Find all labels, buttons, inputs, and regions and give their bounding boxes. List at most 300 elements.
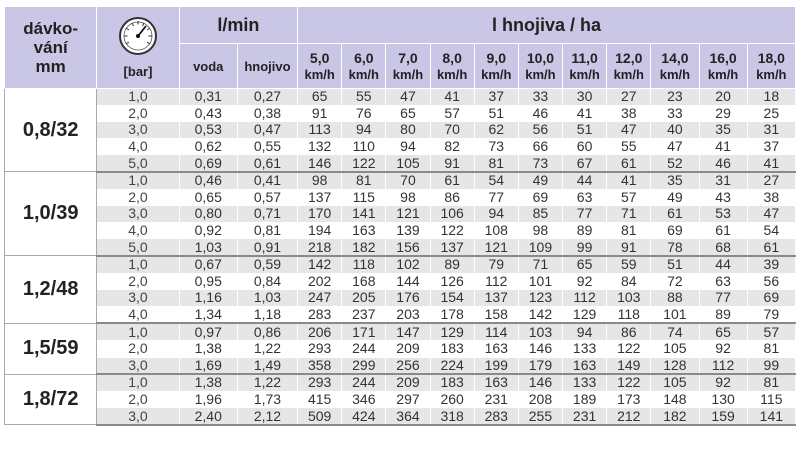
rate-cell: 61: [651, 206, 699, 223]
rate-cell: 18: [747, 89, 795, 106]
rate-cell: 78: [651, 239, 699, 256]
rate-cell: 94: [474, 206, 518, 223]
speed-header: [298, 44, 342, 89]
fertilizer-flow-cell: 0,41: [237, 172, 297, 189]
pressure-cell: 3,0: [97, 357, 179, 374]
fertilizer-flow-cell: 0,71: [237, 206, 297, 223]
table-row: [5, 408, 796, 425]
rate-cell: 256: [386, 357, 430, 374]
rate-cell: 99: [747, 357, 795, 374]
pressure-cell: 2,0: [97, 189, 179, 206]
rate-cell: 146: [298, 155, 342, 172]
rate-cell: 205: [342, 290, 386, 307]
rate-cell: 105: [651, 374, 699, 391]
rate-cell: 49: [651, 189, 699, 206]
rate-cell: 47: [607, 122, 651, 139]
water-flow-cell: 0,92: [179, 222, 237, 239]
nozzle-size: 0,8/32: [5, 89, 97, 172]
rate-cell: 51: [563, 122, 607, 139]
flow-title: l/min: [179, 7, 297, 44]
table-row: [5, 222, 796, 239]
water-flow-cell: 1,38: [179, 340, 237, 357]
rate-cell: 57: [747, 323, 795, 340]
table-row: [5, 374, 796, 391]
rate-cell: 133: [563, 340, 607, 357]
pressure-cell: 1,0: [97, 323, 179, 340]
speed-unit: km/h: [525, 66, 556, 82]
rate-cell: 163: [474, 340, 518, 357]
rate-cell: 81: [474, 155, 518, 172]
speed-unit: km/h: [481, 66, 512, 82]
rate-cell: 129: [430, 323, 474, 340]
rate-cell: 237: [342, 306, 386, 323]
rate-cell: 115: [747, 391, 795, 408]
rate-cell: 358: [298, 357, 342, 374]
fertilizer-flow-cell: 0,47: [237, 122, 297, 139]
water-flow-cell: 1,38: [179, 374, 237, 391]
table-row: [5, 189, 796, 206]
rate-cell: 130: [699, 391, 747, 408]
rate-cell: 65: [386, 105, 430, 122]
fertilizer-flow-cell: 1,73: [237, 391, 297, 408]
rate-cell: 202: [298, 273, 342, 290]
speed-header: [474, 44, 518, 89]
nozzle-size: 1,8/72: [5, 374, 97, 425]
rate-cell: 118: [342, 256, 386, 273]
speed-header: [699, 44, 747, 89]
fertilizer-flow-cell: 0,57: [237, 189, 297, 206]
rate-cell: 81: [747, 374, 795, 391]
dosing-header: [5, 7, 97, 89]
rate-cell: 52: [651, 155, 699, 172]
rate-cell: 70: [430, 122, 474, 139]
pressure-gauge-icon: [118, 16, 158, 56]
rate-cell: 149: [607, 357, 651, 374]
rate-cell: 41: [747, 155, 795, 172]
rate-cell: 110: [342, 138, 386, 155]
rate-cell: 71: [607, 206, 651, 223]
rate-cell: 98: [298, 172, 342, 189]
rate-cell: 129: [563, 306, 607, 323]
rate-cell: 39: [747, 256, 795, 273]
rate-cell: 170: [298, 206, 342, 223]
nozzle-size: 1,2/48: [5, 256, 97, 323]
rate-cell: 293: [298, 374, 342, 391]
rate-cell: 94: [386, 138, 430, 155]
rate-cell: 94: [563, 323, 607, 340]
water-flow-cell: 0,53: [179, 122, 237, 139]
rate-cell: 114: [474, 323, 518, 340]
speed-unit: km/h: [304, 66, 335, 82]
rate-cell: 86: [430, 189, 474, 206]
rate-cell: 85: [518, 206, 562, 223]
water-flow-cell: 0,80: [179, 206, 237, 223]
rate-cell: 47: [747, 206, 795, 223]
rate-cell: 92: [563, 273, 607, 290]
rate-cell: 61: [747, 239, 795, 256]
rate-cell: 99: [563, 239, 607, 256]
rate-cell: 98: [518, 222, 562, 239]
rate-cell: 61: [430, 172, 474, 189]
rate-cell: 92: [699, 340, 747, 357]
rate-cell: 63: [699, 273, 747, 290]
rate-cell: 62: [474, 122, 518, 139]
table-row: [5, 357, 796, 374]
rate-cell: 63: [563, 189, 607, 206]
rate-cell: 255: [518, 408, 562, 425]
rate-cell: 71: [518, 256, 562, 273]
rate-cell: 159: [699, 408, 747, 425]
pressure-header: [97, 7, 179, 89]
rate-cell: 209: [386, 340, 430, 357]
rate-cell: 59: [607, 256, 651, 273]
speed-value: 16,0: [709, 49, 737, 66]
water-flow-cell: 1,03: [179, 239, 237, 256]
rate-cell: 57: [607, 189, 651, 206]
rate-cell: 183: [430, 374, 474, 391]
fertilizer-flow-cell: 0,55: [237, 138, 297, 155]
speed-unit: km/h: [756, 66, 787, 82]
speed-value: 12,0: [615, 49, 643, 66]
dosing-label-line2: vání: [33, 38, 68, 57]
pressure-cell: 2,0: [97, 273, 179, 290]
rate-cell: 415: [298, 391, 342, 408]
dosing-label-line1: dávko-: [23, 19, 79, 38]
rate-cell: 66: [518, 138, 562, 155]
rate-title: l hnojiva / ha: [298, 7, 796, 44]
rate-cell: 23: [651, 89, 699, 106]
rate-cell: 20: [699, 89, 747, 106]
rate-cell: 53: [699, 206, 747, 223]
rate-cell: 509: [298, 408, 342, 425]
dosing-table: [4, 6, 796, 426]
water-flow-cell: 0,69: [179, 155, 237, 172]
speed-value: 10,0: [526, 49, 555, 66]
rate-cell: 218: [298, 239, 342, 256]
rate-cell: 69: [747, 290, 795, 307]
rate-cell: 55: [607, 138, 651, 155]
rate-cell: 146: [518, 340, 562, 357]
water-flow-cell: 1,16: [179, 290, 237, 307]
rate-cell: 56: [747, 273, 795, 290]
rate-cell: 231: [474, 391, 518, 408]
table-row: [5, 323, 796, 340]
fertilizer-header: hnojivo: [237, 44, 297, 89]
rate-cell: 84: [607, 273, 651, 290]
rate-cell: 29: [699, 105, 747, 122]
fertilizer-flow-cell: 0,84: [237, 273, 297, 290]
fertilizer-flow-cell: 0,91: [237, 239, 297, 256]
rate-cell: 208: [518, 391, 562, 408]
speed-header: [430, 44, 474, 89]
rate-cell: 79: [474, 256, 518, 273]
rate-cell: 113: [298, 122, 342, 139]
rate-cell: 67: [563, 155, 607, 172]
speed-unit: km/h: [436, 66, 468, 82]
pressure-cell: 1,0: [97, 374, 179, 391]
rate-cell: 30: [563, 89, 607, 106]
rate-cell: 38: [607, 105, 651, 122]
rate-cell: 163: [342, 222, 386, 239]
rate-cell: 346: [342, 391, 386, 408]
pressure-cell: 4,0: [97, 222, 179, 239]
rate-cell: 144: [386, 273, 430, 290]
water-flow-cell: 1,34: [179, 306, 237, 323]
rate-cell: 118: [607, 306, 651, 323]
rate-cell: 106: [430, 206, 474, 223]
table-row: [5, 172, 796, 189]
rate-cell: 299: [342, 357, 386, 374]
rate-cell: 103: [518, 323, 562, 340]
water-flow-cell: 0,95: [179, 273, 237, 290]
water-flow-cell: 1,96: [179, 391, 237, 408]
pressure-cell: 1,0: [97, 256, 179, 273]
speed-value: 11,0: [571, 49, 598, 66]
fertilizer-flow-cell: 0,38: [237, 105, 297, 122]
rate-cell: 46: [699, 155, 747, 172]
speed-header: [386, 44, 430, 89]
rate-cell: 206: [298, 323, 342, 340]
water-flow-cell: 0,67: [179, 256, 237, 273]
water-flow-cell: 0,97: [179, 323, 237, 340]
rate-cell: 56: [518, 122, 562, 139]
rate-cell: 77: [699, 290, 747, 307]
table-row: [5, 340, 796, 357]
rate-cell: 105: [651, 340, 699, 357]
rate-cell: 81: [747, 340, 795, 357]
rate-cell: 86: [607, 323, 651, 340]
fertilizer-flow-cell: 1,22: [237, 374, 297, 391]
rate-cell: 224: [430, 357, 474, 374]
pressure-unit: [bar]: [123, 64, 153, 79]
rate-cell: 60: [563, 138, 607, 155]
pressure-cell: 3,0: [97, 206, 179, 223]
speed-value: 14,0: [661, 49, 689, 66]
rate-cell: 89: [699, 306, 747, 323]
dosing-label-line3: mm: [35, 57, 66, 76]
rate-cell: 89: [563, 222, 607, 239]
rate-cell: 139: [386, 222, 430, 239]
speed-value: 5,0: [309, 49, 330, 66]
rate-cell: 173: [607, 391, 651, 408]
pressure-cell: 5,0: [97, 155, 179, 172]
pressure-cell: 3,0: [97, 290, 179, 307]
rate-cell: 61: [607, 155, 651, 172]
rate-cell: 35: [699, 122, 747, 139]
rate-cell: 91: [607, 239, 651, 256]
fertilizer-flow-cell: 0,59: [237, 256, 297, 273]
table-row: [5, 105, 796, 122]
rate-cell: 283: [298, 306, 342, 323]
rate-cell: 209: [386, 374, 430, 391]
rate-cell: 146: [518, 374, 562, 391]
rate-cell: 156: [386, 239, 430, 256]
rate-cell: 179: [518, 357, 562, 374]
table-row: [5, 155, 796, 172]
rate-cell: 133: [563, 374, 607, 391]
speed-header: [747, 44, 795, 89]
rate-cell: 31: [747, 122, 795, 139]
rate-cell: 72: [651, 273, 699, 290]
rate-cell: 82: [430, 138, 474, 155]
water-header: voda: [179, 44, 237, 89]
rate-cell: 182: [342, 239, 386, 256]
rate-cell: 81: [342, 172, 386, 189]
rate-cell: 168: [342, 273, 386, 290]
rate-cell: 69: [651, 222, 699, 239]
rate-cell: 44: [563, 172, 607, 189]
rate-cell: 55: [342, 89, 386, 106]
speed-unit: km/h: [348, 66, 379, 82]
speed-header: [651, 44, 699, 89]
rate-cell: 101: [651, 306, 699, 323]
speed-header: [563, 44, 607, 89]
table-row: [5, 89, 796, 106]
rate-cell: 101: [518, 273, 562, 290]
table-row: [5, 239, 796, 256]
fertilizer-flow-cell: 2,12: [237, 408, 297, 425]
fertilizer-flow-cell: 1,03: [237, 290, 297, 307]
rate-cell: 122: [342, 155, 386, 172]
rate-cell: 158: [474, 306, 518, 323]
rate-cell: 182: [651, 408, 699, 425]
rate-cell: 61: [699, 222, 747, 239]
speed-value: 18,0: [757, 49, 785, 66]
rate-cell: 123: [518, 290, 562, 307]
rate-cell: 74: [651, 323, 699, 340]
water-flow-cell: 0,43: [179, 105, 237, 122]
rate-cell: 98: [386, 189, 430, 206]
rate-cell: 41: [699, 138, 747, 155]
table-row: [5, 290, 796, 307]
rate-cell: 88: [651, 290, 699, 307]
rate-cell: 25: [747, 105, 795, 122]
rate-cell: 112: [474, 273, 518, 290]
pressure-cell: 1,0: [97, 89, 179, 106]
table-row: [5, 273, 796, 290]
rate-cell: 91: [298, 105, 342, 122]
rate-cell: 35: [651, 172, 699, 189]
rate-cell: 244: [342, 374, 386, 391]
rate-cell: 109: [518, 239, 562, 256]
rate-cell: 103: [607, 290, 651, 307]
rate-cell: 293: [298, 340, 342, 357]
speed-header: [342, 44, 386, 89]
rate-cell: 142: [298, 256, 342, 273]
rate-cell: 318: [430, 408, 474, 425]
rate-cell: 41: [430, 89, 474, 106]
rate-cell: 122: [430, 222, 474, 239]
rate-cell: 41: [607, 172, 651, 189]
rate-cell: 247: [298, 290, 342, 307]
rate-cell: 364: [386, 408, 430, 425]
table-row: [5, 306, 796, 323]
rate-cell: 121: [386, 206, 430, 223]
rate-cell: 183: [430, 340, 474, 357]
rate-cell: 70: [386, 172, 430, 189]
speed-unit: km/h: [569, 66, 600, 82]
rate-cell: 142: [518, 306, 562, 323]
rate-cell: 141: [342, 206, 386, 223]
speed-value: 8,0: [442, 49, 462, 66]
rate-cell: 37: [474, 89, 518, 106]
rate-cell: 49: [518, 172, 562, 189]
rate-cell: 108: [474, 222, 518, 239]
speed-unit: km/h: [659, 66, 691, 82]
rate-cell: 102: [386, 256, 430, 273]
rate-cell: 154: [430, 290, 474, 307]
speed-unit: km/h: [392, 66, 424, 82]
nozzle-size: 1,0/39: [5, 172, 97, 256]
rate-cell: 126: [430, 273, 474, 290]
rate-cell: 147: [386, 323, 430, 340]
rate-cell: 122: [607, 340, 651, 357]
rate-cell: 27: [607, 89, 651, 106]
rate-cell: 194: [298, 222, 342, 239]
rate-cell: 31: [699, 172, 747, 189]
rate-cell: 47: [386, 89, 430, 106]
rate-cell: 47: [651, 138, 699, 155]
rate-cell: 203: [386, 306, 430, 323]
fertilizer-flow-cell: 0,81: [237, 222, 297, 239]
rate-cell: 51: [474, 105, 518, 122]
water-flow-cell: 0,62: [179, 138, 237, 155]
speed-value: 7,0: [398, 49, 418, 66]
pressure-cell: 3,0: [97, 122, 179, 139]
rate-cell: 77: [474, 189, 518, 206]
rate-cell: 57: [430, 105, 474, 122]
rate-cell: 94: [342, 122, 386, 139]
table-row: [5, 206, 796, 223]
rate-cell: 212: [607, 408, 651, 425]
pressure-cell: 5,0: [97, 239, 179, 256]
rate-cell: 73: [518, 155, 562, 172]
pressure-cell: 4,0: [97, 306, 179, 323]
rate-cell: 163: [563, 357, 607, 374]
speed-unit: km/h: [613, 66, 644, 82]
pressure-cell: 2,0: [97, 105, 179, 122]
rate-cell: 65: [699, 323, 747, 340]
rate-cell: 283: [474, 408, 518, 425]
rate-cell: 33: [651, 105, 699, 122]
water-flow-cell: 1,69: [179, 357, 237, 374]
water-flow-cell: 0,46: [179, 172, 237, 189]
rate-cell: 178: [430, 306, 474, 323]
rate-cell: 44: [699, 256, 747, 273]
rate-cell: 260: [430, 391, 474, 408]
rate-cell: 297: [386, 391, 430, 408]
speed-value: 6,0: [354, 49, 374, 66]
pressure-cell: 4,0: [97, 138, 179, 155]
table-row: [5, 122, 796, 139]
rate-cell: 199: [474, 357, 518, 374]
rate-cell: 132: [298, 138, 342, 155]
rate-cell: 137: [298, 189, 342, 206]
fertilizer-flow-cell: 1,49: [237, 357, 297, 374]
rate-cell: 41: [563, 105, 607, 122]
speed-header: [607, 44, 651, 89]
rate-cell: 89: [430, 256, 474, 273]
rate-cell: 112: [699, 357, 747, 374]
pressure-cell: 2,0: [97, 340, 179, 357]
rate-cell: 73: [474, 138, 518, 155]
rate-cell: 141: [747, 408, 795, 425]
rate-cell: 81: [607, 222, 651, 239]
rate-cell: 137: [474, 290, 518, 307]
rate-cell: 92: [699, 374, 747, 391]
rate-cell: 148: [651, 391, 699, 408]
rate-cell: 76: [342, 105, 386, 122]
